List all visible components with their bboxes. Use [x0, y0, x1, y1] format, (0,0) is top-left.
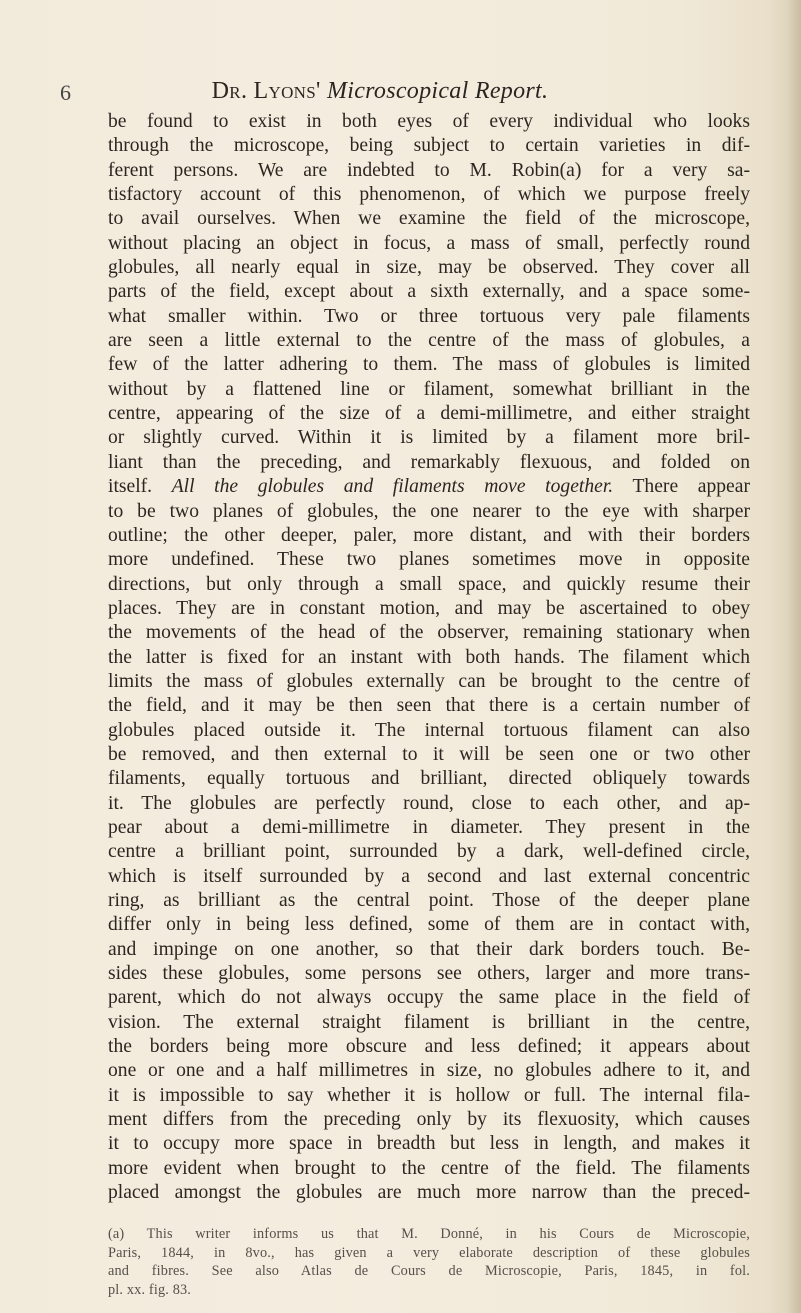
text-line: be removed, and then external to it will be seen one or two other	[108, 743, 750, 765]
page-edge-shadow	[787, 0, 801, 1313]
text-line: few of the latter adhering to them. The mass of globules is limited	[108, 354, 750, 376]
text-line: sides these globules, some persons see others, larger and more trans-	[108, 963, 750, 985]
body-text	[108, 110, 750, 1205]
text-line: ment differs from the preceding only by its flexuosity, which causes	[108, 1109, 750, 1131]
text-line: through the microscope, being subject to certain varieties in dif-	[108, 135, 750, 157]
running-title	[60, 78, 700, 105]
text-line: ring, as brilliant as the central point. Those of the deeper plane	[108, 890, 750, 911]
text-line: centre a brilliant point, surrounded by a dark, well-defined circle,	[108, 841, 750, 863]
text-line: the movements of the head of the observer, remaining stationary when	[108, 622, 750, 644]
italic-emphasis: All the globules and filaments move together.	[171, 476, 614, 498]
running-title-author: Dr. Lyons'	[211, 78, 321, 104]
text-line: ferent persons. We are indebted to M. Robin(a) for a very sa-	[108, 159, 750, 181]
text-line: placed amongst the globules are much more narrow than the preced-	[108, 1182, 750, 1204]
text-line: limits the mass of globules externally can be brought to the centre of	[108, 670, 750, 692]
text-line: places. They are in constant motion, and may be ascertained to obey	[108, 597, 750, 619]
body-paragraph	[108, 110, 750, 1205]
footnote-line: (a) This writer informs us that M. Donné, in his Cours de Microscopie,	[108, 1226, 750, 1242]
text-line: more evident when brought to the centre of the field. The filaments	[108, 1157, 750, 1179]
footnote	[108, 1225, 750, 1299]
text-line: differ only in being less defined, some of them are in contact with,	[108, 914, 750, 936]
running-title-italic: Microscopical Report.	[326, 78, 549, 104]
text-line: directions, but only through a small space, and quickly resume their	[108, 573, 750, 595]
text-line: pear about a demi-millimetre in diameter. They present in the	[108, 816, 750, 838]
text-fragment: itself.	[108, 476, 153, 498]
text-line: what smaller within. Two or three tortuous very pale filaments	[108, 305, 750, 327]
text-line: without by a flattened line or filament, somewhat brilliant in the	[108, 378, 750, 400]
text-line: outline; the other deeper, paler, more distant, and with their borders	[108, 524, 750, 546]
text-line: are seen a little external to the centre of the mass of globules, a	[108, 330, 750, 352]
text-line: without placing an object in focus, a mass of small, perfectly round	[108, 232, 750, 254]
text-line: or slightly curved. Within it is limited by a filament more bril-	[108, 427, 750, 449]
text-line: vision. The external straight filament is brilliant in the centre,	[108, 1011, 750, 1033]
text-line: it. The globules are perfectly round, close to each other, and ap-	[108, 792, 750, 814]
text-line: be found to exist in both eyes of every individual who looks	[108, 111, 750, 132]
text-line: it to occupy more space in breadth but less in length, and makes it	[108, 1133, 750, 1155]
text-line: tisfactory account of this phenomenon, of which we purpose freely	[108, 184, 750, 206]
text-line: the latter is fixed for an instant with both hands. The filament which	[108, 646, 750, 668]
text-line: one or one and a half millimetres in size, no globules adhere to it, and	[108, 1060, 750, 1082]
text-line: parent, which do not always occupy the same place in the field of	[108, 987, 750, 1009]
text-line: the field, and it may be then seen that there is a certain number of	[108, 695, 750, 717]
text-line: filaments, equally tortuous and brilliant, directed obliquely towards	[108, 768, 750, 790]
text-line-emphasis	[108, 475, 750, 499]
text-line: to be two planes of globules, the one nearer to the eye with sharper	[108, 500, 750, 522]
text-line: it is impossible to say whether it is hollow or full. The internal fila-	[108, 1084, 750, 1106]
text-line: globules placed outside it. The internal tortuous filament can also	[108, 719, 750, 741]
page-header	[60, 78, 700, 108]
text-line: liant than the preceding, and remarkably flexuous, and folded on	[108, 451, 750, 473]
text-line: to avail ourselves. When we examine the field of the microscope,	[108, 208, 750, 230]
text-line: the borders being more obscure and less defined; it appears about	[108, 1036, 750, 1058]
text-fragment: There appear	[632, 476, 750, 498]
text-line: centre, appearing of the size of a demi-millimetre, and either straight	[108, 403, 750, 425]
text-line: and impinge on one another, so that their dark borders touch. Be-	[108, 938, 750, 960]
text-line: which is itself surrounded by a second and last external concentric	[108, 865, 750, 887]
footnote-line: pl. xx. fig. 83.	[108, 1281, 192, 1298]
text-line: more undefined. These two planes sometimes move in opposite	[108, 549, 750, 571]
footnote-line: Paris, 1844, in 8vo., has given a very elaborate description of these globules	[108, 1244, 750, 1261]
text-line: parts of the field, except about a sixth externally, and a space some-	[108, 281, 750, 303]
page-number: 6	[60, 80, 71, 105]
text-line: globules, all nearly equal in size, may be observed. They cover all	[108, 257, 750, 279]
footnote-line: and fibres. See also Atlas de Cours de Microscopie, Paris, 1845, in fol.	[108, 1263, 750, 1279]
